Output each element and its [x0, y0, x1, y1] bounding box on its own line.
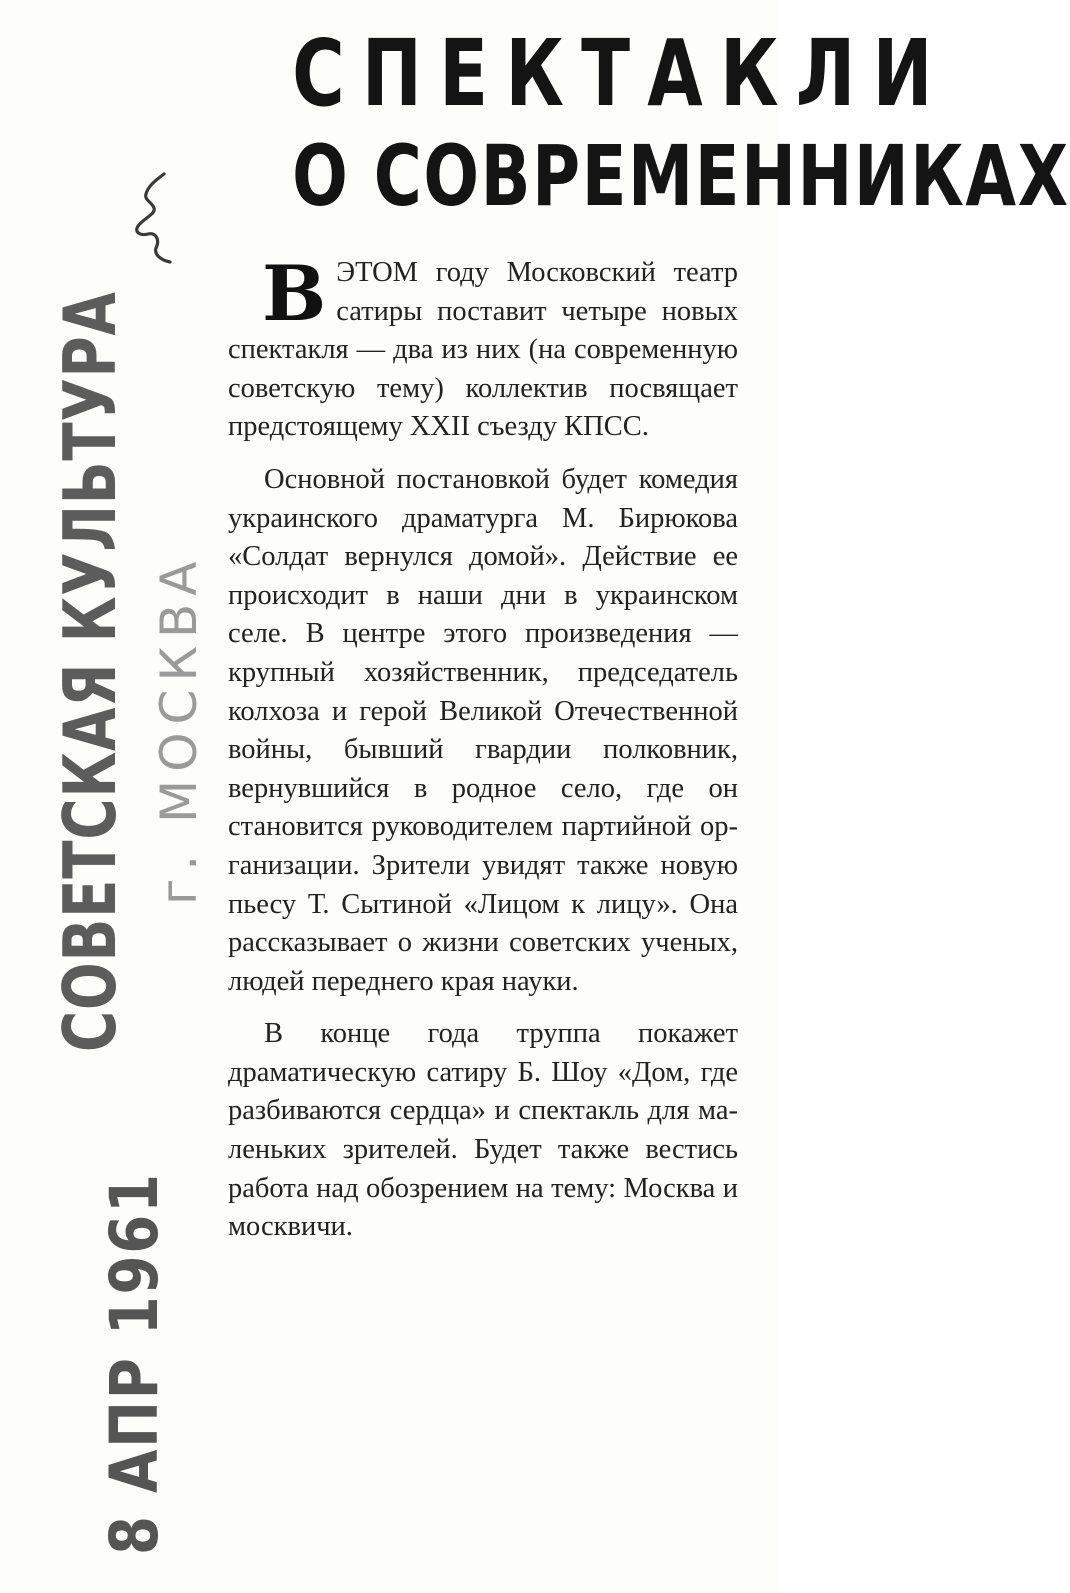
headline-line-2: О СОВРЕМЕННИКАХ	[292, 127, 1070, 225]
newspaper-name-stamp: СОВЕТСКАЯ КУЛЬТУРА	[48, 291, 132, 1052]
article-body	[228, 249, 738, 1261]
paragraph-2: Основной постановкой будет комедия украинского драматурга М. Бирюкова «Солдат вернулся домой». Действие ее происходит в наши дни в украинском селе. В центре этого произведения — крупный хозяйственник, председатель колхоза и герой Великой Отечественной войны, бывший гвардии полковник, вернувшийся в родное село, где он становится руководителем партийной организации. Зрители увидят также новую пьесу Т. Сытиной «Лицом к лицу». Она рассказывает о жизни советских ученых, людей переднего края науки.	[228, 463, 738, 997]
paragraph-1-text: ЭТОМ году Московский театр сатиры поставит четыре новых спектакля — два из них (на современную советскую тему) коллектив посвящает предстоящему XXII съезду КПСС.	[228, 257, 738, 443]
headline-line-1: СПЕКТАКЛИ	[292, 20, 950, 127]
paragraph-1	[228, 249, 738, 447]
article-headline	[292, 20, 1070, 226]
drop-cap: В	[262, 249, 327, 338]
paragraph-3: В конце года труппа покажет драматическую сатиру Б. Шоу «Дом, где разбиваются сердца» и спектакль для маленьких зрителей. Будет также вестись работа над обозрением на тему: Москва и москвичи.	[228, 1018, 738, 1243]
city-stamp: г. МОСКВА	[150, 553, 208, 905]
date-stamp: 8 АПР 1961	[96, 1172, 173, 1555]
handwritten-mark-icon	[126, 170, 196, 270]
